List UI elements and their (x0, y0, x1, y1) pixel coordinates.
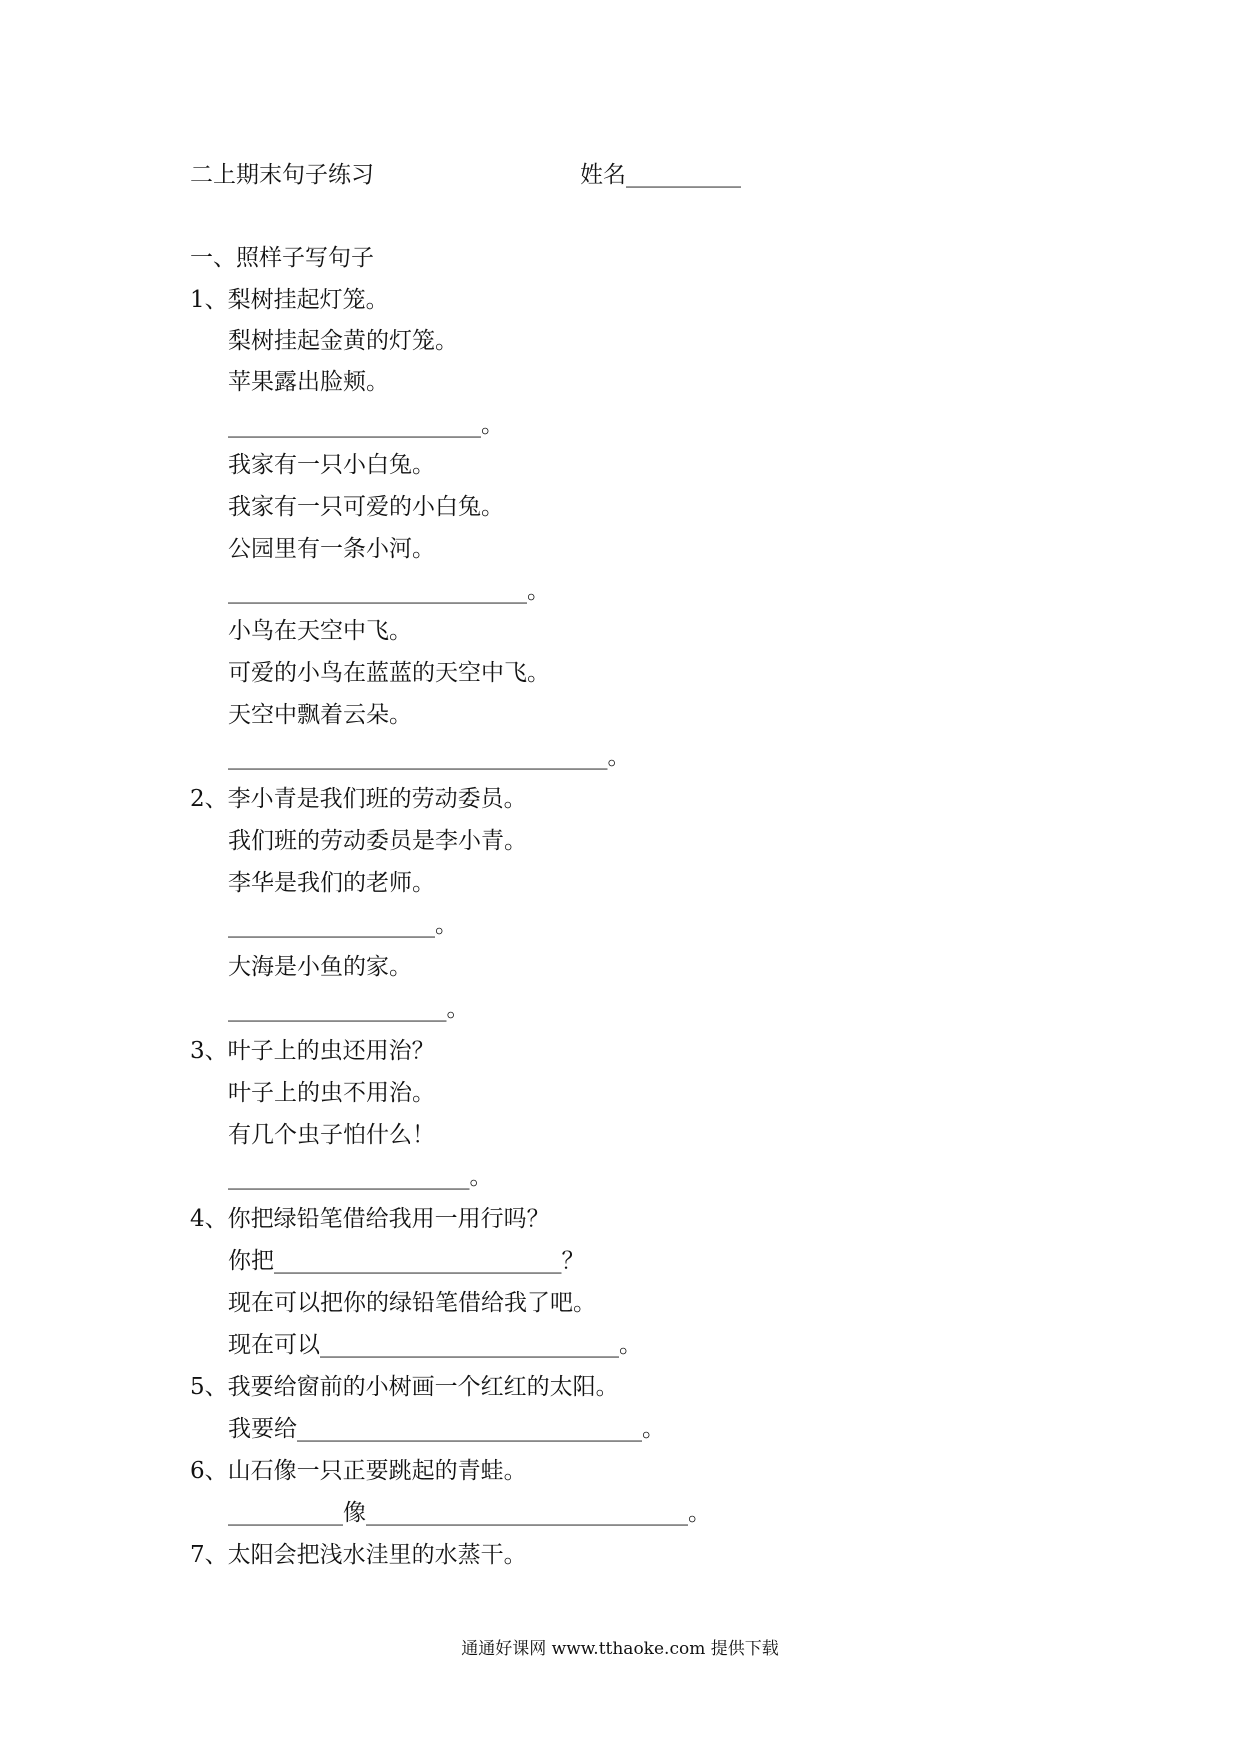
question-7-label: 7、太阳会把浅水洼里的水蒸干。 (190, 1542, 527, 1568)
question-3-line: 叶子上的虫不用治。 (228, 1080, 435, 1106)
question-5-label: 5、我要给窗前的小树画一个红红的太阳。 (190, 1374, 619, 1400)
answer-blank: ______________________。 (228, 412, 504, 438)
name-field: 姓名__________ (580, 162, 741, 188)
answer-blank: 我要给______________________________。 (228, 1416, 665, 1442)
question-1-line: 我家有一只小白兔。 (228, 452, 435, 478)
question-3-label: 3、叶子上的虫还用治？ (190, 1038, 435, 1064)
question-1-line: 我家有一只可爱的小白兔。 (228, 494, 504, 520)
question-1-label: 1、梨树挂起灯笼。 (190, 287, 389, 313)
answer-blank: __________像____________________________。 (228, 1500, 711, 1526)
question-6-label: 6、山石像一只正要跳起的青蛙。 (190, 1458, 527, 1484)
question-3-line: 有几个虫子怕什么！ (228, 1122, 435, 1148)
answer-blank: _____________________。 (228, 1164, 493, 1190)
question-1-line: 天空中飘着云朵。 (228, 702, 412, 728)
question-1-line: 苹果露出脸颊。 (228, 369, 389, 395)
question-2-line: 我们班的劳动委员是李小青。 (228, 828, 527, 854)
question-2-line: 李华是我们的老师。 (228, 870, 435, 896)
question-2-line: 大海是小鱼的家。 (228, 954, 412, 980)
question-1-line: 梨树挂起金黄的灯笼。 (228, 328, 458, 354)
question-1-line: 可爱的小鸟在蓝蓝的天空中飞。 (228, 660, 550, 686)
question-1-line: 公园里有一条小河。 (228, 536, 435, 562)
question-4-label: 4、你把绿铅笔借给我用一用行吗？ (190, 1206, 550, 1232)
answer-blank: ___________________。 (228, 996, 470, 1022)
answer-blank: __________________________。 (228, 578, 550, 604)
question-1-line: 小鸟在天空中飞。 (228, 618, 412, 644)
answer-blank: __________________。 (228, 912, 458, 938)
worksheet-title: 二上期末句子练习 (190, 162, 374, 188)
question-4-line: 现在可以把你的绿铅笔借给我了吧。 (228, 1290, 596, 1316)
question-2-label: 2、李小青是我们班的劳动委员。 (190, 786, 527, 812)
footer-text: 通通好课网 www.tthaoke.com 提供下载 (461, 1639, 779, 1659)
answer-blank: 你把_________________________？ (228, 1248, 585, 1274)
answer-blank: _________________________________。 (228, 744, 631, 770)
section-heading: 一、照样子写句子 (190, 245, 374, 271)
answer-blank: 现在可以__________________________。 (228, 1332, 642, 1358)
